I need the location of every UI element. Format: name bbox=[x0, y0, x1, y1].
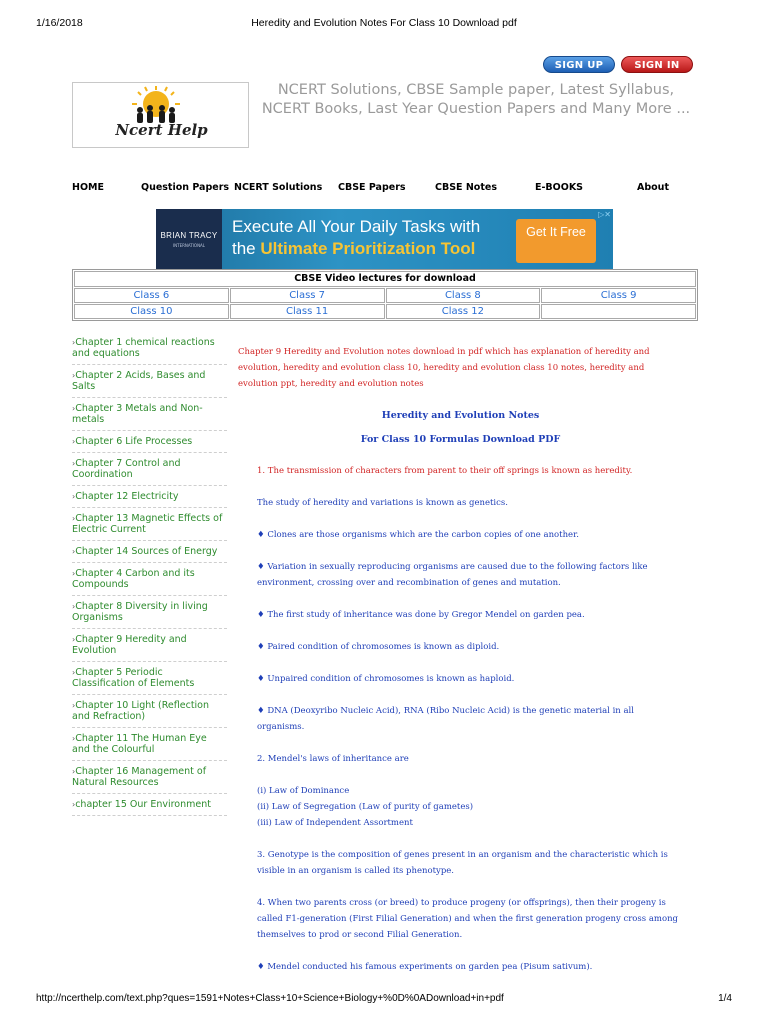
video-table-heading: CBSE Video lectures for download bbox=[74, 271, 696, 287]
empty-cell bbox=[541, 304, 696, 319]
ad-cta-button[interactable]: Get It Free bbox=[516, 219, 596, 263]
law-item: (iii) Law of Independent Assortment bbox=[257, 818, 413, 828]
video-table-row bbox=[74, 304, 696, 319]
sidebar-chapter-link[interactable]: ›Chapter 4 Carbon and its Compounds bbox=[72, 566, 227, 596]
note-paragraph: ♦ Variation in sexually reproducing organisms are caused due to the following factors like environment, crossing over and recombination of genes and mutation. bbox=[257, 562, 648, 588]
arrow-icon: › bbox=[72, 371, 76, 380]
arrow-icon: › bbox=[72, 734, 76, 743]
sidebar-chapter-link[interactable]: ›Chapter 13 Magnetic Effects of Electric Current bbox=[72, 511, 227, 541]
article-subtitle: For Class 10 Formulas Download PDF bbox=[360, 434, 561, 445]
arrow-icon: › bbox=[72, 602, 76, 611]
arrow-icon: › bbox=[72, 459, 76, 468]
print-footer bbox=[0, 993, 768, 1007]
arrow-icon: › bbox=[72, 569, 76, 578]
arrow-icon: › bbox=[72, 514, 76, 523]
sidebar-chapter-link[interactable]: ›Chapter 5 Periodic Classification of Elements bbox=[72, 665, 227, 695]
nav-cbse-papers[interactable]: CBSE Papers bbox=[338, 182, 406, 193]
nav-home[interactable]: HOME bbox=[72, 182, 104, 193]
article-title: Heredity and Evolution Notes bbox=[381, 410, 540, 421]
note-paragraph: ♦ Clones are those organisms which are the carbon copies of one another. bbox=[257, 530, 579, 540]
sidebar-chapter-link[interactable]: ›Chapter 9 Heredity and Evolution bbox=[72, 632, 227, 662]
ad-headline-line1: Execute All Your Daily Tasks with bbox=[232, 217, 481, 236]
class-link-7[interactable]: Class 7 bbox=[230, 288, 385, 303]
note-paragraph: ♦ The first study of inheritance was done by Gregor Mendel on garden pea. bbox=[257, 610, 585, 620]
arrow-icon: › bbox=[72, 492, 76, 501]
article-content bbox=[238, 344, 683, 975]
sidebar-chapter-link[interactable]: ›Chapter 8 Diversity in living Organisms bbox=[72, 599, 227, 629]
chapter-sidebar bbox=[72, 335, 227, 819]
note-paragraph: 2. Mendel's laws of inheritance are bbox=[257, 754, 409, 764]
class-link-10[interactable]: Class 10 bbox=[74, 304, 229, 319]
note-paragraph: ♦ Unpaired condition of chromosomes is known as haploid. bbox=[257, 674, 515, 684]
arrow-icon: › bbox=[72, 767, 76, 776]
arrow-icon: › bbox=[72, 800, 76, 809]
print-header bbox=[0, 17, 768, 31]
law-item: (i) Law of Dominance bbox=[257, 786, 350, 796]
class-link-12[interactable]: Class 12 bbox=[386, 304, 541, 319]
sidebar-chapter-link[interactable]: ›Chapter 11 The Human Eye and the Colourful bbox=[72, 731, 227, 761]
ad-line2-highlight: Ultimate Prioritization Tool bbox=[260, 239, 476, 258]
logo-text: Ncert Help bbox=[115, 121, 208, 139]
note-paragraph: 4. When two parents cross (or breed) to produce progeny (or offsprings), then their progeny is called F1-generation (First Filial Generation) and when the first generation progeny cross among themselves to prod or second Filial Generation. bbox=[257, 898, 678, 940]
video-lectures-table bbox=[72, 269, 698, 321]
print-title: Heredity and Evolution Notes For Class 10 Download pdf bbox=[251, 17, 517, 29]
main-nav bbox=[0, 182, 768, 196]
note-paragraph: 3. Genotype is the composition of genes present in an organism and the characteristic which is visible in an organism is called its phenotype. bbox=[257, 850, 668, 876]
note-paragraph: The study of heredity and variations is known as genetics. bbox=[257, 498, 508, 508]
nav-cbse-notes[interactable]: CBSE Notes bbox=[435, 182, 497, 193]
law-item: (ii) Law of Segregation (Law of purity of gametes) bbox=[257, 802, 474, 812]
sidebar-chapter-link[interactable]: ›Chapter 14 Sources of Energy bbox=[72, 544, 227, 563]
arrow-icon: › bbox=[72, 635, 76, 644]
nav-ncert-solutions[interactable]: NCERT Solutions bbox=[234, 182, 323, 193]
note-paragraph: ♦ Paired condition of chromosomes is known as diploid. bbox=[257, 642, 500, 652]
sidebar-chapter-link[interactable]: ›Chapter 12 Electricity bbox=[72, 489, 227, 508]
intro-paragraph: Chapter 9 Heredity and Evolution notes download in pdf which has explanation of heredity and evolution, heredity and evolution class 10, heredity and evolution class 10 notes, heredity and evolution ppt, heredity and evolution notes bbox=[238, 347, 650, 389]
sign-in-button[interactable]: SIGN IN bbox=[621, 56, 693, 73]
note-paragraph: ♦ Mendel conducted his famous experiments on garden pea (Pisum sativum). bbox=[257, 962, 593, 972]
note-paragraph: 1. The transmission of characters from parent to their off springs is known as heredity. bbox=[257, 466, 633, 476]
arrow-icon: › bbox=[72, 437, 76, 446]
sidebar-chapter-link[interactable]: ›Chapter 3 Metals and Non-metals bbox=[72, 401, 227, 431]
nav-ebooks[interactable]: E-BOOKS bbox=[535, 182, 584, 193]
ad-headline-line2 bbox=[232, 239, 475, 259]
arrow-icon: › bbox=[72, 547, 76, 556]
note-paragraph: ♦ DNA (Deoxyribo Nucleic Acid), RNA (Ribo Nucleic Acid) is the genetic material in all organisms. bbox=[257, 706, 634, 732]
class-link-8[interactable]: Class 8 bbox=[386, 288, 541, 303]
arrow-icon: › bbox=[72, 668, 76, 677]
sidebar-chapter-link[interactable]: ›Chapter 2 Acids, Bases and Salts bbox=[72, 368, 227, 398]
sidebar-chapter-link[interactable]: ›Chapter 1 chemical reactions and equations bbox=[72, 335, 227, 365]
class-link-9[interactable]: Class 9 bbox=[541, 288, 696, 303]
sidebar-chapter-link[interactable]: ›chapter 15 Our Environment bbox=[72, 797, 227, 816]
ad-brand-name: BRIAN TRACY bbox=[160, 231, 218, 240]
site-tagline: NCERT Solutions, CBSE Sample paper, Latest Syllabus, NCERT Books, Last Year Question Papers and Many More ... bbox=[261, 82, 691, 117]
ad-brand-logo bbox=[156, 209, 222, 269]
print-page-number: 1/4 bbox=[718, 993, 732, 1004]
arrow-icon: › bbox=[72, 701, 76, 710]
sidebar-chapter-link[interactable]: ›Chapter 7 Control and Coordination bbox=[72, 456, 227, 486]
ad-line2-prefix: the bbox=[232, 239, 256, 258]
nav-about[interactable]: About bbox=[637, 182, 669, 193]
class-link-11[interactable]: Class 11 bbox=[230, 304, 385, 319]
sidebar-chapter-link[interactable]: ›Chapter 16 Management of Natural Resources bbox=[72, 764, 227, 794]
advertisement-banner[interactable] bbox=[156, 209, 613, 269]
print-date: 1/16/2018 bbox=[36, 17, 83, 29]
class-link-6[interactable]: Class 6 bbox=[74, 288, 229, 303]
print-url: http://ncerthelp.com/text.php?ques=1591+Notes+Class+10+Science+Biology+%0D%0ADownload+in+pdf bbox=[36, 993, 504, 1004]
sidebar-chapter-link[interactable]: ›Chapter 6 Life Processes bbox=[72, 434, 227, 453]
sidebar-chapter-link[interactable]: ›Chapter 10 Light (Reflection and Refraction) bbox=[72, 698, 227, 728]
sign-up-button[interactable]: SIGN UP bbox=[543, 56, 615, 73]
arrow-icon: › bbox=[72, 338, 76, 347]
video-table-row bbox=[74, 288, 696, 303]
nav-question-papers[interactable]: Question Papers bbox=[141, 182, 230, 193]
arrow-icon: › bbox=[72, 404, 76, 413]
site-logo[interactable] bbox=[72, 82, 249, 148]
ad-close-icon[interactable]: ▷✕ bbox=[598, 210, 611, 219]
ad-brand-sub: INTERNATIONAL bbox=[172, 243, 206, 248]
